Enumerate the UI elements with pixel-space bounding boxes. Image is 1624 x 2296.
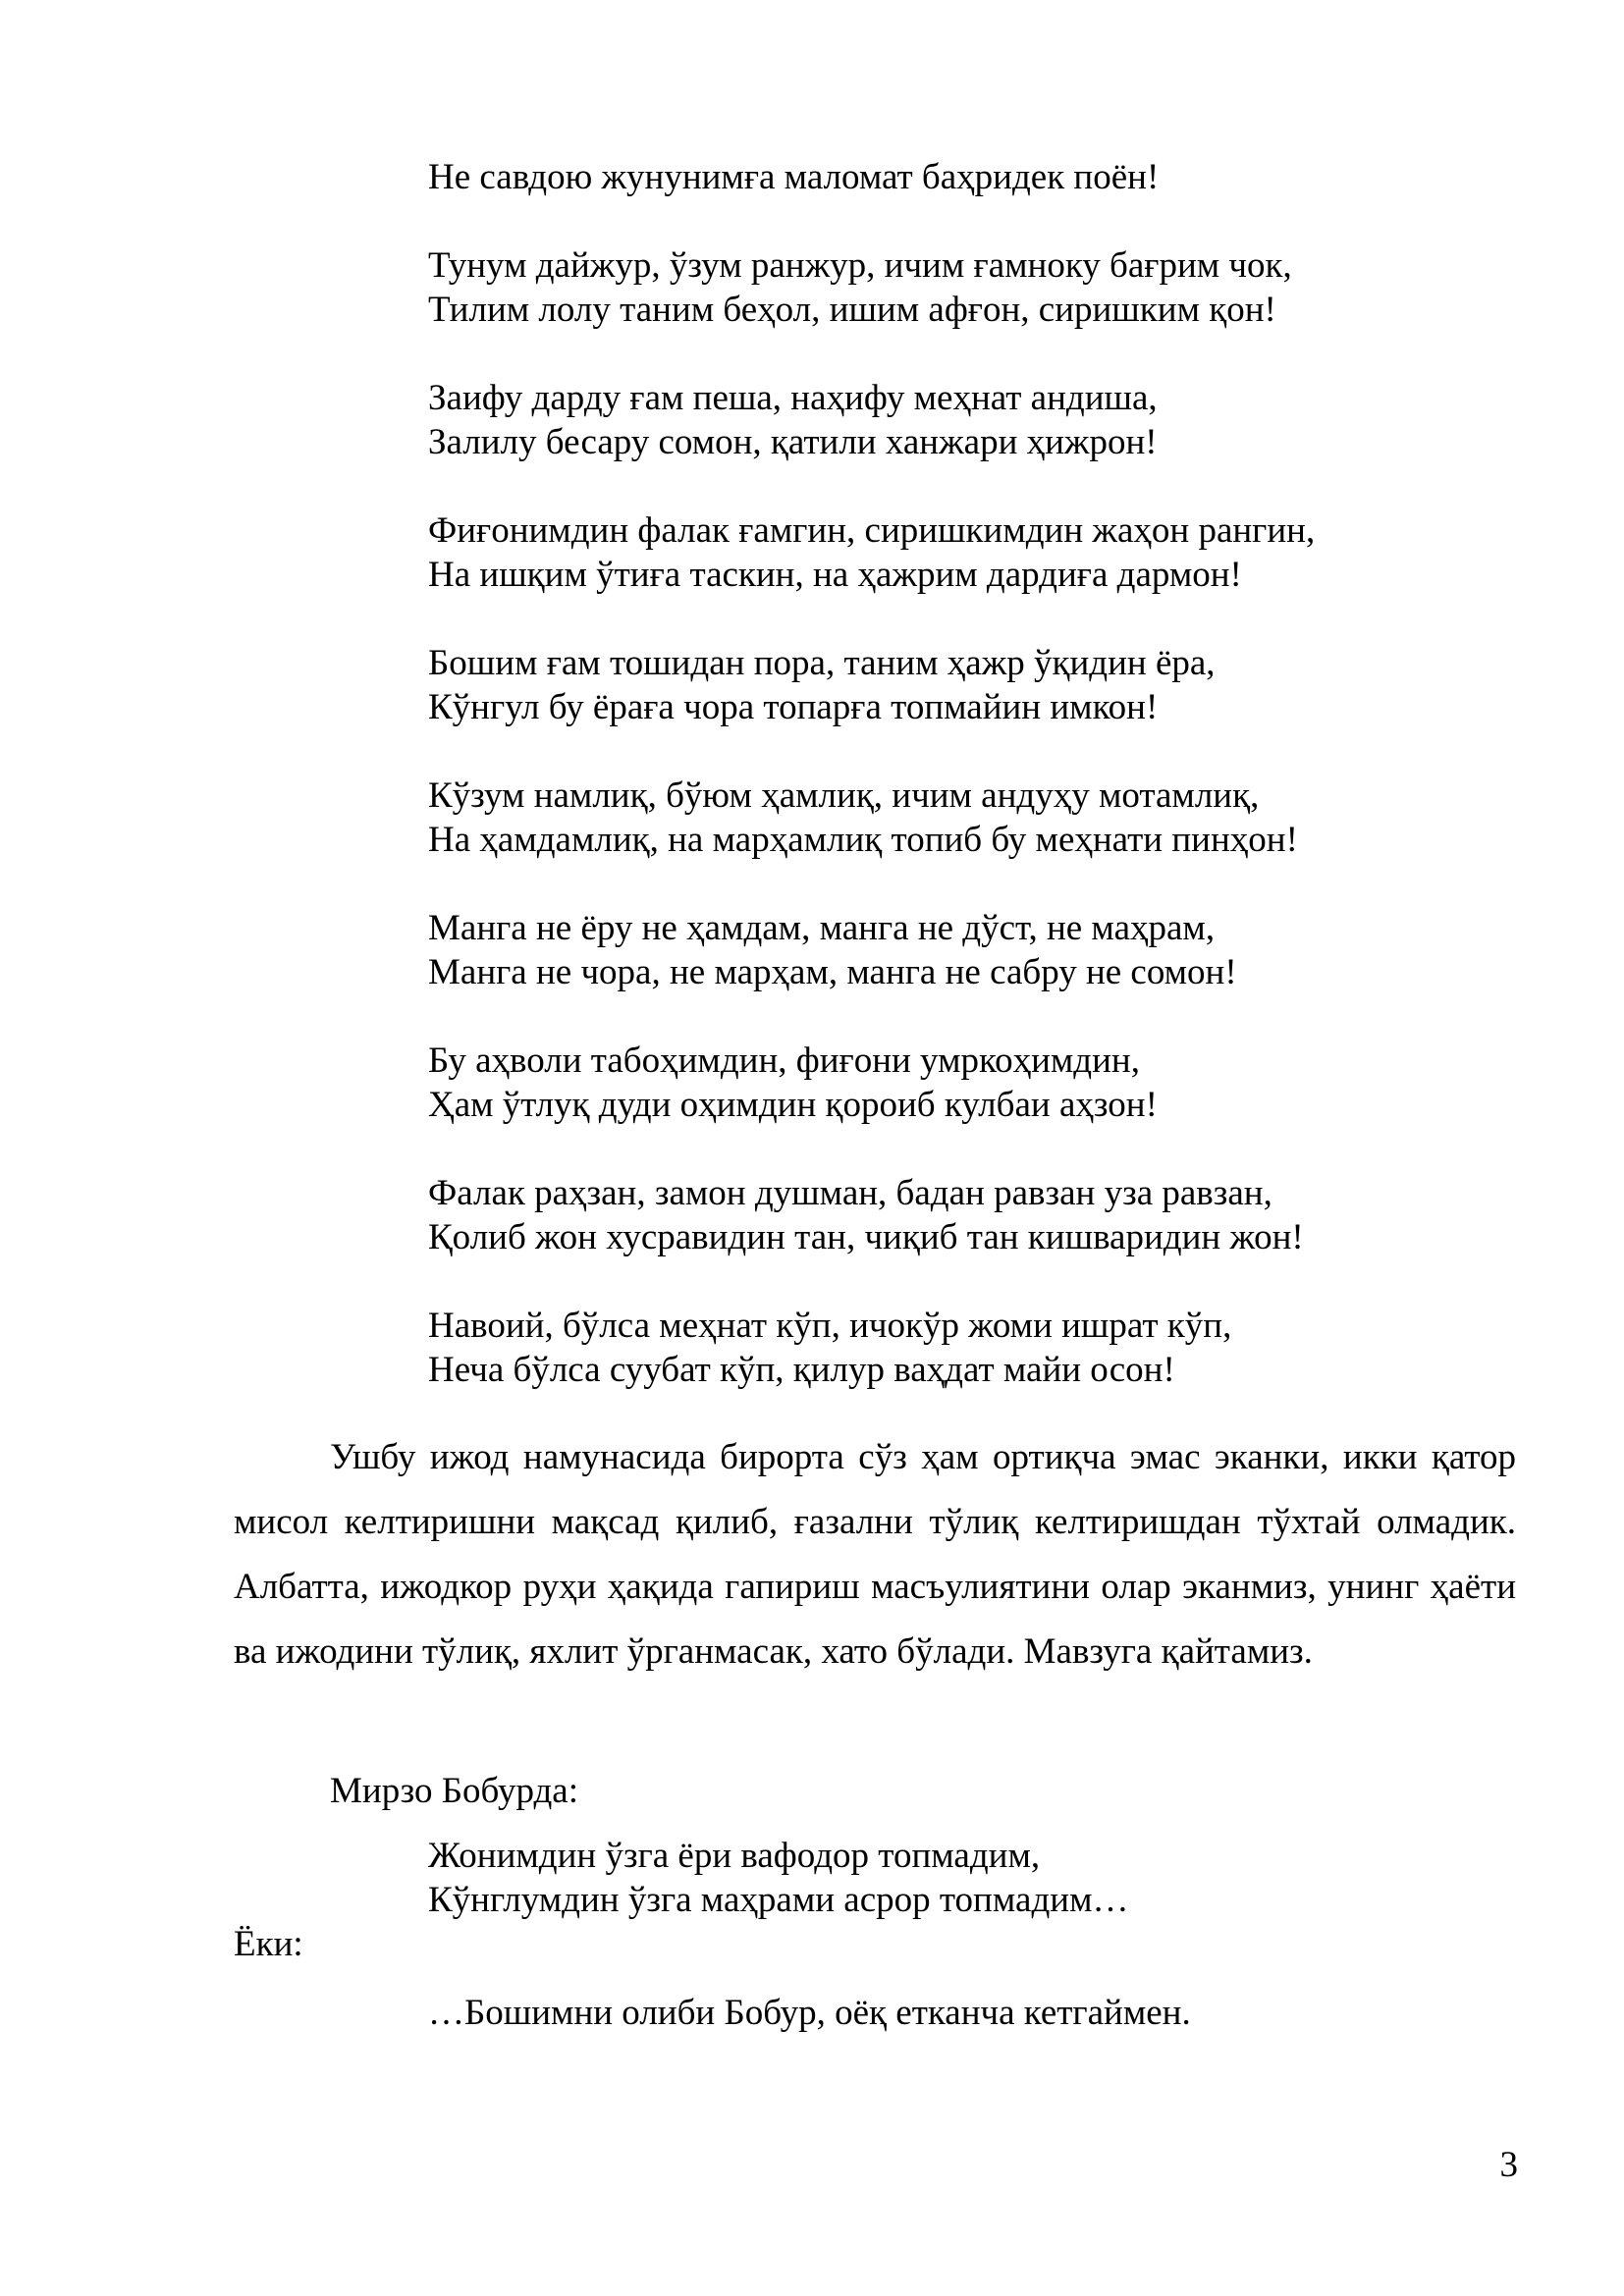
verse-line: Кўнгул бу ёраға чора топарға топмайин имкон! <box>428 687 1159 727</box>
verse-line: Манга не ёру не ҳамдам, манга не дўст, не маҳрам, <box>428 908 1216 948</box>
verse-line: Фиғонимдин фалак ғамгин, сиришкимдин жаҳон рангин, <box>428 510 1316 551</box>
verse-line: Жонимдин ўзга ёри вафодор топмадим, <box>428 1836 1041 1876</box>
body-paragraph: Ушбу ижод намунасида бирорта сўз ҳам ортиқча эмас эканки, икки қатор мисол келтиришни мақсад қилиб, ғазални тўлиқ келтиришдан тўхтай олмадик. Албатта, ижодкор руҳи ҳақида гапириш масъулиятини олар эканмиз, унинг ҳаёти ва ижодини тўлиқ, яхлит ўрганмасак, хато бўлади. Мавзуга қайтамиз. <box>234 1437 1516 1672</box>
stanza-3 <box>428 508 1528 597</box>
verse-line: Неча бўлса суубат кўп, қилур ваҳдат майи осон! <box>428 1350 1175 1390</box>
stanza-1 <box>428 243 1528 332</box>
or-label: Ёки: <box>234 1924 303 1964</box>
verse-line: На ҳамдамлиқ, на марҳамлиқ топиб бу меҳнати пинҳон! <box>428 820 1298 860</box>
babur-verse-2 <box>428 1991 1528 2035</box>
stanza-8 <box>428 1171 1528 1259</box>
page-number: 3 <box>1499 2145 1518 2185</box>
verse-line: Кўнглумдин ўзга маҳрами асрор топмадим… <box>428 1880 1129 1920</box>
verse-line: Кўзум намлиқ, бўюм ҳамлиқ, ичим андуҳу мотамлиқ, <box>428 775 1260 816</box>
verse-line: …Бошимни олиби Бобур, оёқ етканча кетгаймен. <box>428 1993 1191 2033</box>
verse-line: Тунум дайжур, ўзум ранжур, ичим ғамноку бағрим чок, <box>428 245 1292 286</box>
stanza-5 <box>428 774 1528 862</box>
verse-line: Заифу дарду ғам пеша, наҳифу меҳнат андиша, <box>428 378 1158 418</box>
verse-intro <box>428 155 1528 199</box>
verse-line: Фалак раҳзан, замон душман, бадан равзан уза равзан, <box>428 1173 1272 1213</box>
verse-line: Бошим ғам тошидан пора, таним ҳажр ўқидин ёра, <box>428 643 1216 683</box>
verse-line: Не савдою жунунимға маломат баҳридек поён! <box>428 157 1160 197</box>
verse-line: На ишқим ўтиға таскин, на ҳажрим дардиға дармон! <box>428 555 1242 595</box>
stanza-4 <box>428 641 1528 729</box>
stanza-7 <box>428 1039 1528 1127</box>
stanza-9 <box>428 1304 1528 1392</box>
verse-line: Навоий, бўлса меҳнат кўп, ичокўр жоми ишрат кўп, <box>428 1306 1232 1346</box>
stanza-6 <box>428 906 1528 994</box>
verse-line: Залилу бесару сомон, қатили ханжари ҳижрон! <box>428 422 1158 462</box>
stanza-2 <box>428 376 1528 464</box>
babur-label: Мирзо Бобурда: <box>330 1771 579 1811</box>
prose-block <box>234 1425 1516 1684</box>
verse-line: Ҳам ўтлуқ дуди оҳимдин қороиб кулбаи аҳзон! <box>428 1085 1158 1125</box>
verse-line: Бу аҳволи табоҳимдин, фиғони умркоҳимдин, <box>428 1041 1140 1081</box>
verse-line: Тилим лолу таним беҳол, ишим афғон, сиришким қон! <box>428 290 1276 330</box>
verse-line: Манга не чора, не марҳам, манга не сабру не сомон! <box>428 952 1237 992</box>
babur-verse <box>428 1834 1528 1922</box>
verse-line: Қолиб жон хусравидин тан, чиқиб тан кишваридин жон! <box>428 1217 1304 1257</box>
